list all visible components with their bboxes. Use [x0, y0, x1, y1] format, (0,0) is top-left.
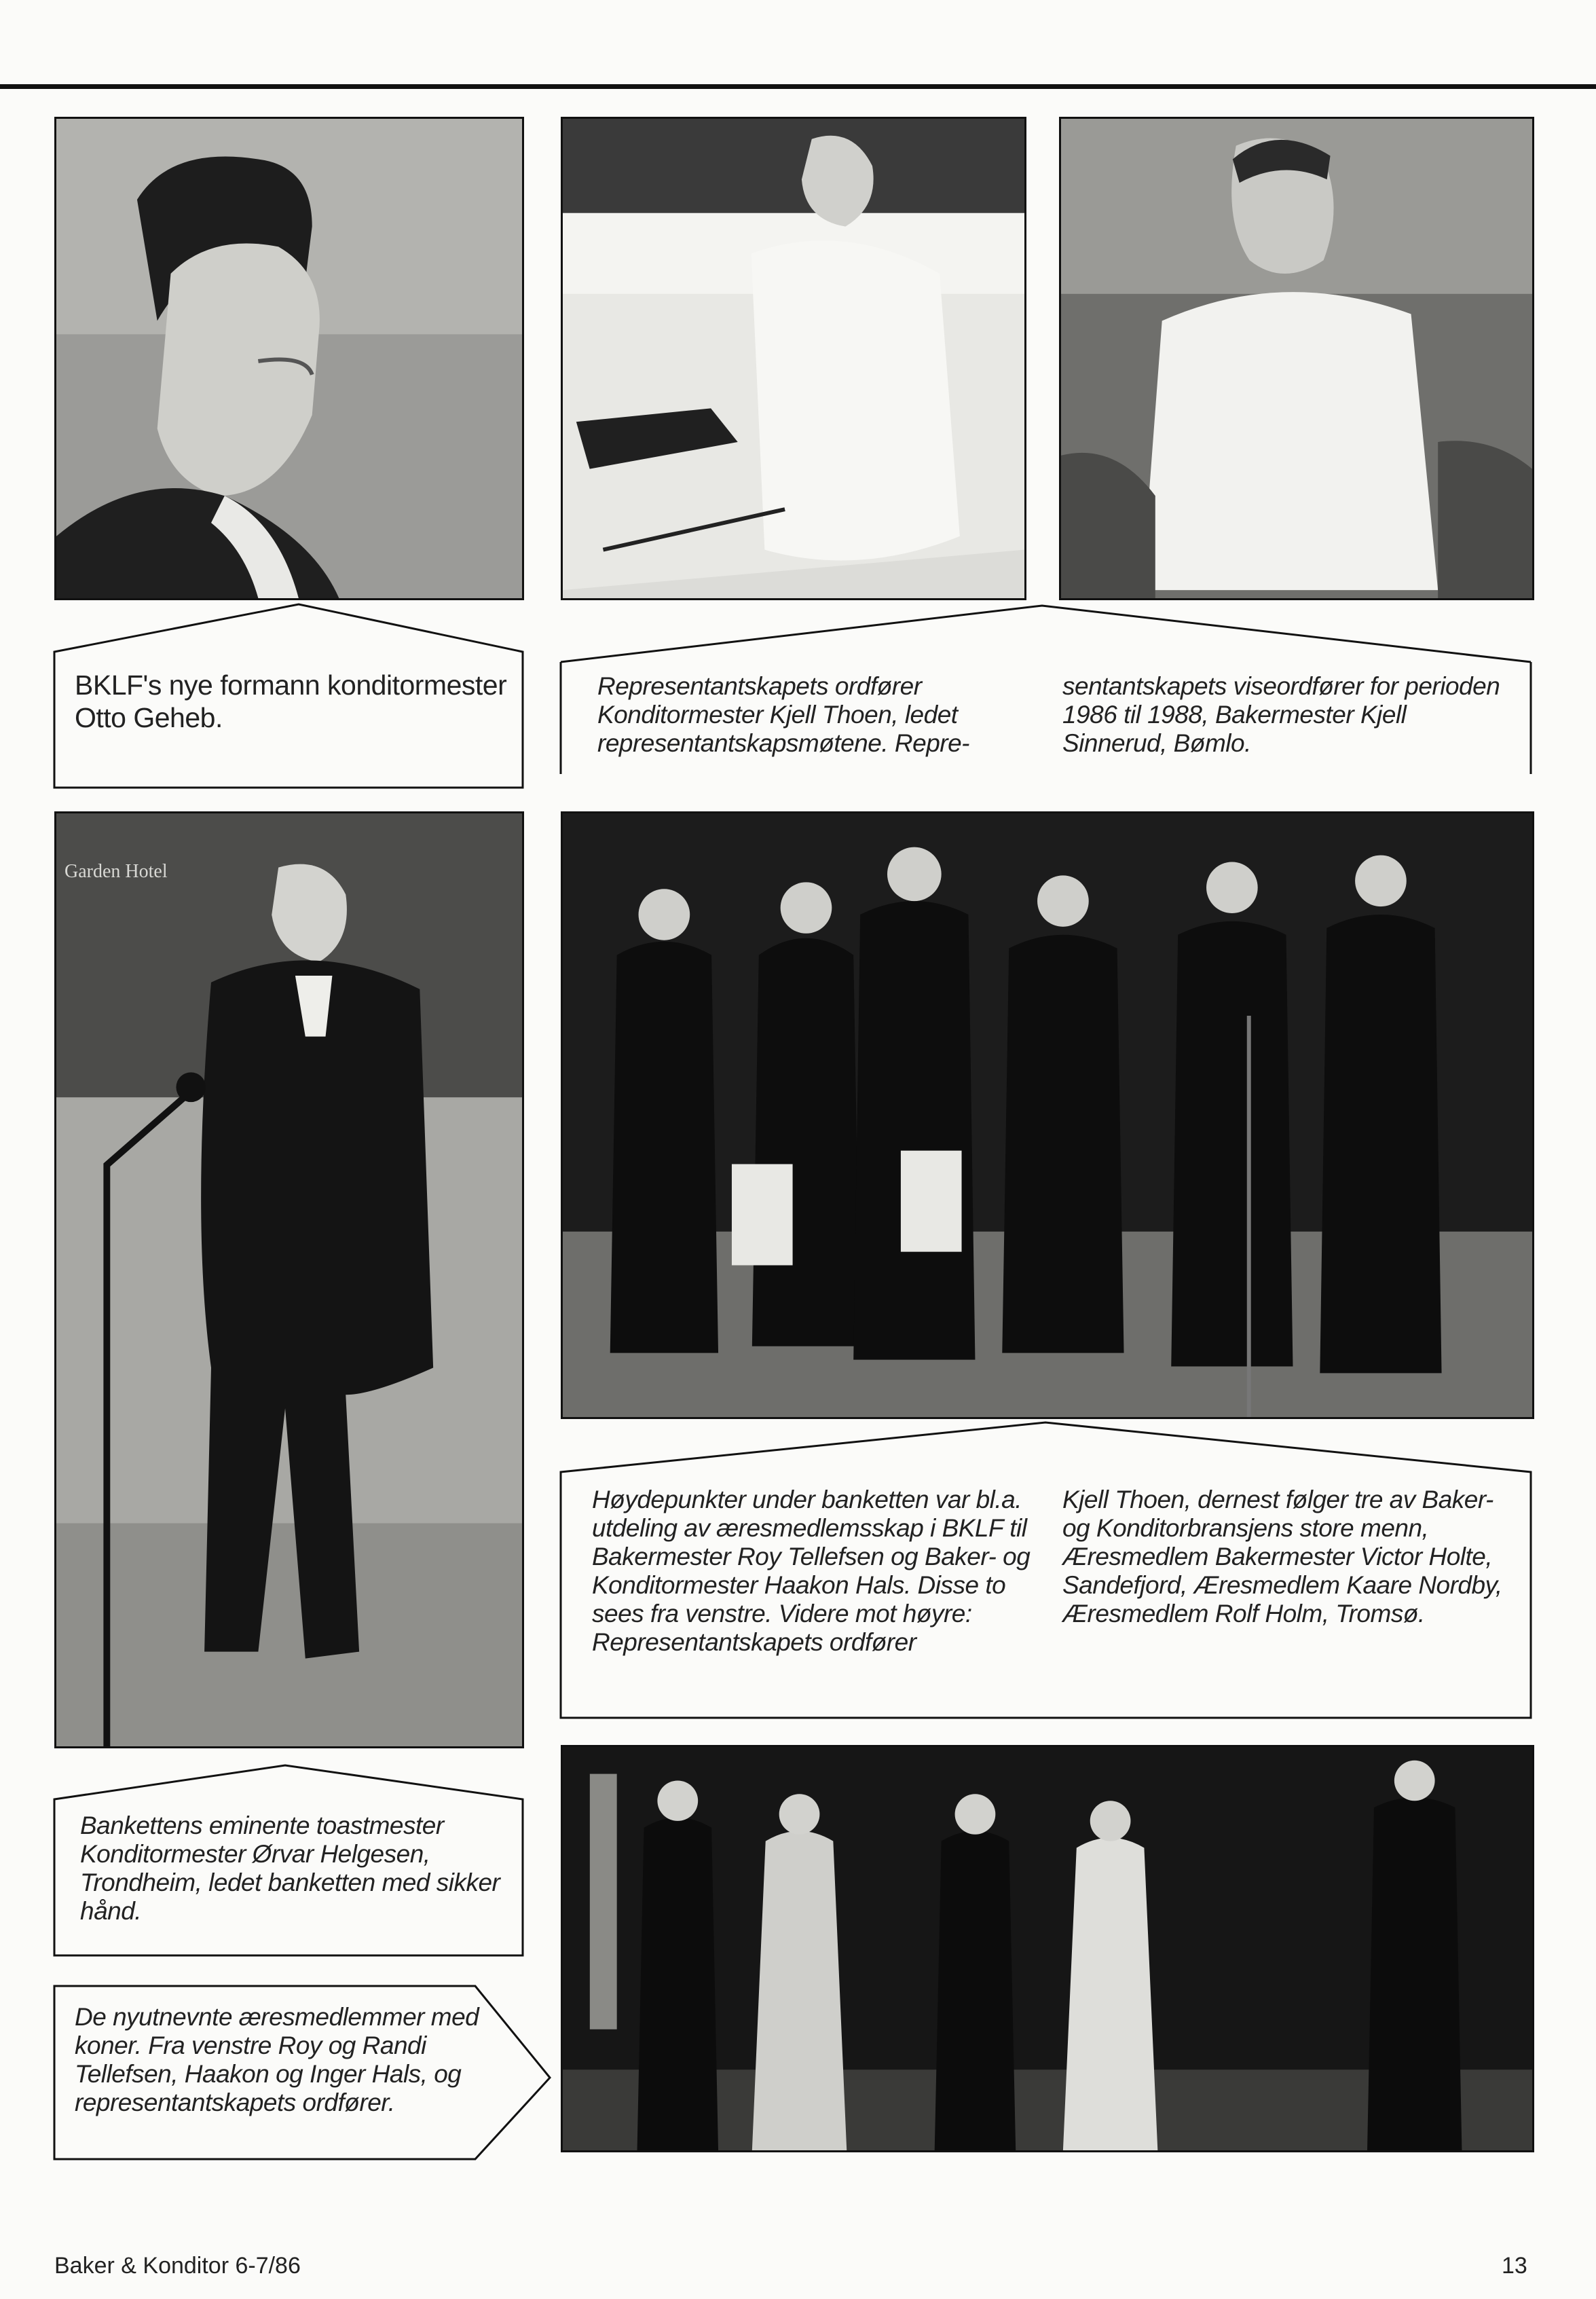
photo-banquet-group	[561, 811, 1534, 1419]
footer-publication: Baker & Konditor 6-7/86	[54, 2253, 301, 2279]
caption-banquet-right: Kjell Thoen, dernest følger tre av Baker- og Konditorbransjens store menn, Æresmedlem Bakermester Victor Holte, Sandefjord, Æresmedlem Kaare Nordby, Æresmedlem Rolf Holm, Tromsø.	[1062, 1486, 1502, 1627]
caption-honorary-members: De nyutnevnte æresmedlemmer med koner. Fra venstre Roy og Randi Tellefsen, Haakon og Inger Hals, og representantskapets ordfører.	[75, 2003, 479, 2116]
top-rule	[0, 84, 1596, 89]
photo-kjell-thoen	[561, 117, 1026, 600]
caption-banquet-left: Høydepunkter under banketten var bl.a. utdeling av æresmedlemsskap i BKLF til Bakermester Roy Tellefsen og Baker- og Konditormester Haakon Hals. Disse to sees fra venstre. Videre mot høyre: Representantskapets ordfører	[592, 1486, 1031, 1656]
photo-toastmaster	[54, 811, 524, 1748]
photo-kjell-sinnerud	[1059, 117, 1534, 600]
hotel-sign: Garden Hotel	[64, 861, 168, 882]
photo-honorary-members	[561, 1745, 1534, 2152]
caption-otto-geheb: BKLF's nye formann konditormester Otto Geheb.	[75, 669, 507, 733]
caption-kjell-sinnerud: sentantskapets viseordfører for perioden 1986 til 1988, Bakermester Kjell Sinnerud, Bømlo.	[1062, 672, 1500, 757]
caption-kjell-thoen: Representantskapets ordfører Konditormester Kjell Thoen, ledet representantskapsmøtene. Repre-	[597, 672, 969, 757]
caption-toastmaster: Bankettens eminente toastmester Konditormester Ørvar Helgesen, Trondheim, ledet banketten med sikker hånd.	[80, 1811, 500, 1925]
photo-otto-geheb	[54, 117, 524, 600]
page-number: 13	[1502, 2253, 1527, 2279]
